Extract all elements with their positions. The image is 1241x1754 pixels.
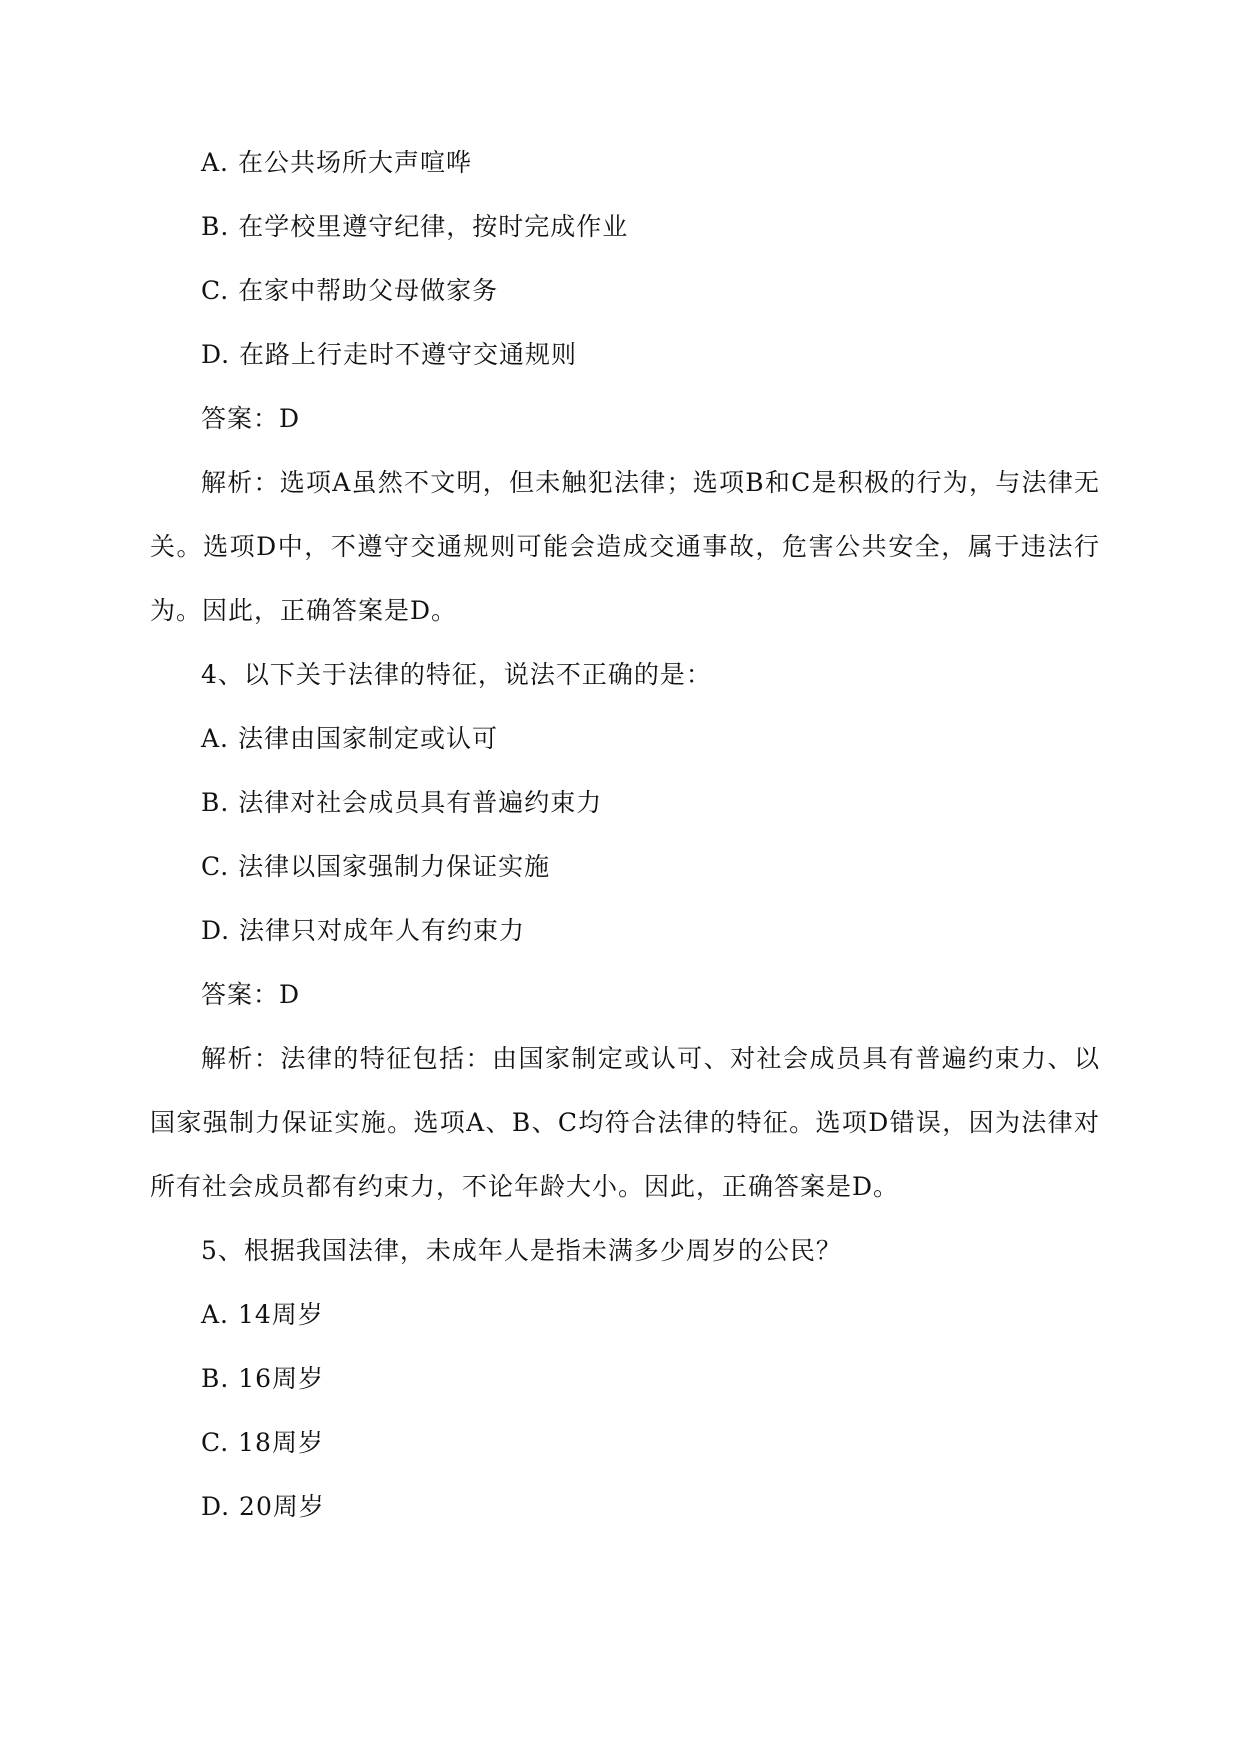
document-content: [150, 145, 1100, 1553]
q3-answer: 答案：D: [201, 404, 301, 433]
q4-answer: 答案：D: [201, 980, 301, 1009]
q4-option-b: B. 法律对社会成员具有普遍约束力: [201, 788, 603, 817]
q5-option-a: A. 14周岁: [201, 1300, 324, 1329]
q4-question: 4、以下关于法律的特征，说法不正确的是：: [201, 660, 712, 689]
q3-option-a: A. 在公共场所大声喧哗: [201, 148, 472, 177]
q5-option-c: C. 18周岁: [201, 1428, 324, 1457]
q3-analysis: 解析：选项A虽然不文明，但未触犯法律；选项B和C是积极的行为，与法律无关。选项D中，不遵守交通规则可能会造成交通事故，危害公共安全，属于违法行为。因此，正确答案是D。: [150, 468, 1100, 625]
q4-analysis: 解析：法律的特征包括：由国家制定或认可、对社会成员具有普遍约束力、以国家强制力保证实施。选项A、B、C均符合法律的特征。选项D错误，因为法律对所有社会成员都有约束力，不论年龄大小。因此，正确答案是D。: [150, 1044, 1100, 1201]
q3-option-d: D. 在路上行走时不遵守交通规则: [201, 340, 578, 369]
q3-option-c: C. 在家中帮助父母做家务: [201, 276, 499, 305]
q5-option-b: B. 16周岁: [201, 1364, 325, 1393]
q4-option-a: A. 法律由国家制定或认可: [201, 724, 498, 753]
q5-question: 5、根据我国法律，未成年人是指未满多少周岁的公民？: [201, 1236, 842, 1265]
q4-option-c: C. 法律以国家强制力保证实施: [201, 852, 551, 881]
q5-option-d: D. 20周岁: [201, 1492, 325, 1521]
q3-option-b: B. 在学校里遵守纪律，按时完成作业: [201, 212, 629, 241]
q4-option-d: D. 法律只对成年人有约束力: [201, 916, 526, 945]
